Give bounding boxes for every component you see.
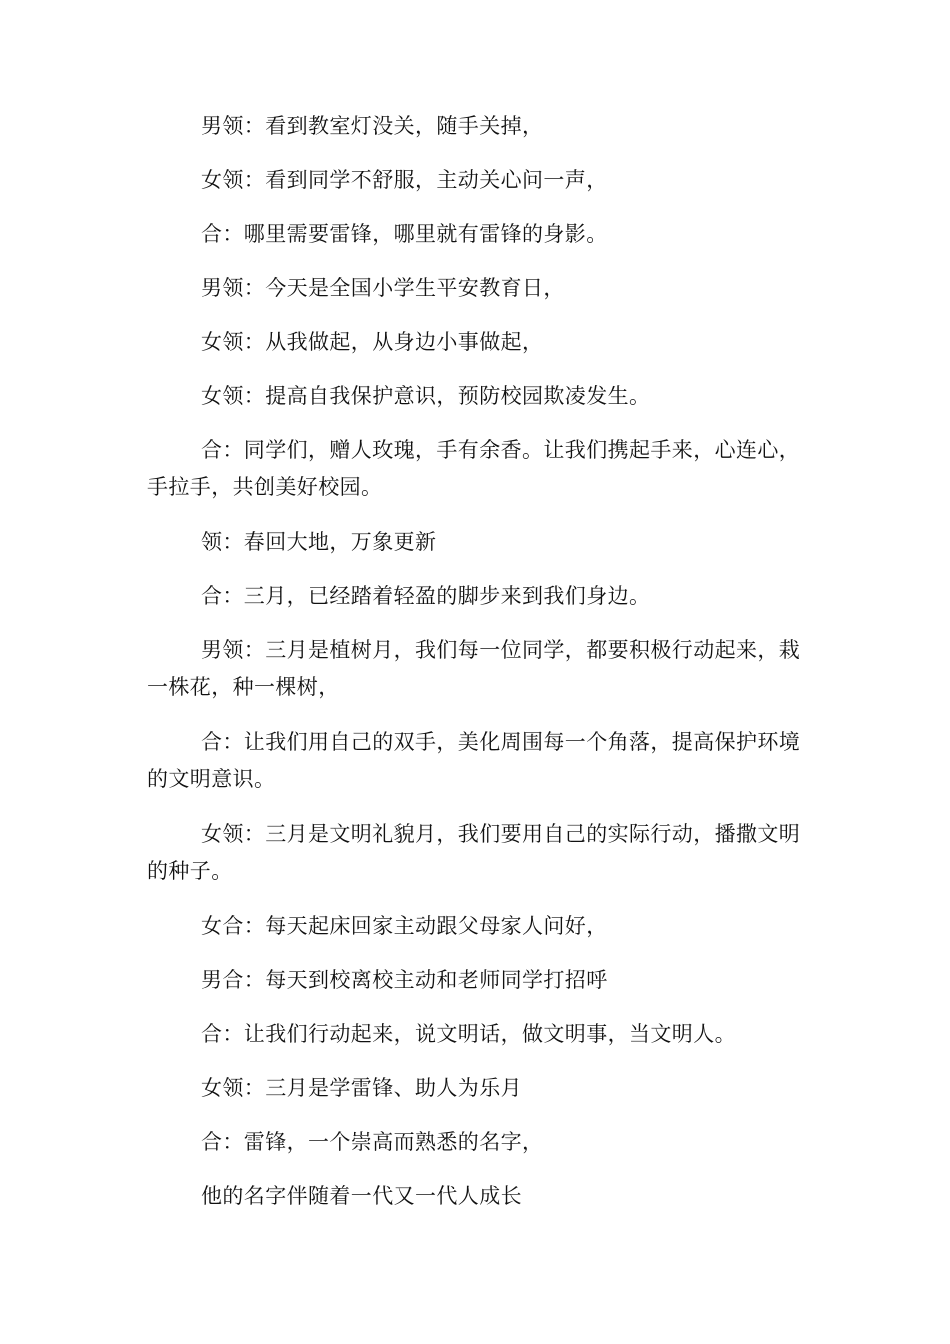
paragraph: 女领：提高自我保护意识，预防校园欺凌发生。 [201, 384, 651, 408]
paragraph: 男领：看到教室灯没关，随手关掉， [201, 114, 544, 138]
paragraph: 合：同学们，赠人玫瑰，手有余香。让我们携起手来，心连心，手拉手，共创美好校园。 [147, 438, 801, 499]
paragraph: 男领：今天是全国小学生平安教育日， [201, 276, 565, 300]
paragraph: 合：哪里需要雷锋，哪里就有雷锋的身影。 [201, 222, 608, 246]
paragraph: 女领：看到同学不舒服，主动关心问一声， [201, 168, 608, 192]
paragraph: 男合：每天到校离校主动和老师同学打招呼 [201, 968, 608, 992]
paragraph: 合：雷锋，一个崇高而熟悉的名字， [201, 1130, 544, 1154]
paragraph: 领：春回大地，万象更新 [201, 530, 437, 554]
paragraph: 女领：从我做起，从身边小事做起， [201, 330, 544, 354]
paragraph: 女领：三月是学雷锋、助人为乐月 [201, 1076, 522, 1100]
paragraph: 合：让我们行动起来，说文明话，做文明事，当文明人。 [201, 1022, 736, 1046]
paragraph: 女领：三月是文明礼貌月，我们要用自己的实际行动，播撒文明的种子。 [147, 822, 801, 883]
paragraph: 合：让我们用自己的双手，美化周围每一个角落，提高保护环境的文明意识。 [147, 730, 801, 791]
paragraph: 合：三月，已经踏着轻盈的脚步来到我们身边。 [201, 584, 651, 608]
document-body [147, 108, 807, 1215]
paragraph: 他的名字伴随着一代又一代人成长 [201, 1184, 522, 1208]
paragraph: 女合：每天起床回家主动跟父母家人问好， [201, 914, 608, 938]
paragraph: 男领：三月是植树月，我们每一位同学，都要积极行动起来，栽一株花，种一棵树， [147, 638, 801, 699]
